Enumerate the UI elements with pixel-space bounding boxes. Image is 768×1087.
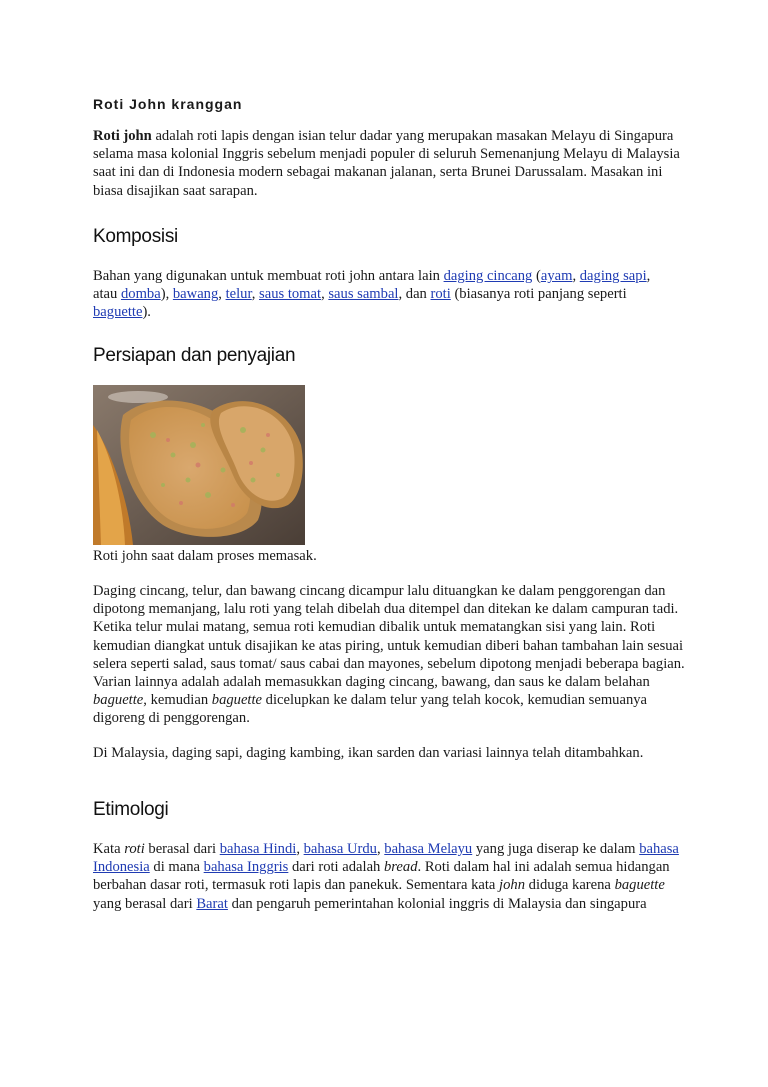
link-ayam[interactable]: ayam	[540, 268, 573, 284]
persiapan-paragraph-2: Di Malaysia, daging sapi, daging kambing, ikan sarden dan variasi lainnya telah ditambahkan.	[93, 745, 644, 761]
intro-paragraph: Roti john adalah roti lapis dengan isian telur dadar yang merupakan masakan Melayu di Singapura selama masa kolonial Inggris sebelum menjadi populer di seluruh Semenanjung Melayu di Malaysia saat ini dan di Indonesia modern sebagai makanan jalanan, serta Brunei Darussalam. Masakan ini biasa disajikan saat sarapan.	[93, 128, 680, 199]
heading-persiapan: Persiapan dan penyajian	[93, 345, 296, 366]
link-bahasa-urdu[interactable]: bahasa Urdu	[303, 841, 377, 857]
link-barat[interactable]: Barat	[196, 895, 228, 912]
link-bahasa-melayu[interactable]: bahasa Melayu	[384, 841, 473, 857]
etimologi-paragraph: Kata roti berasal dari bahasa Hindi, bahasa Urdu, bahasa Melayu yang juga diserap ke dalam bahasa Indonesia di mana bahasa Inggris dari roti adalah bread. Roti dalam hal ini adalah semua hidangan berbahan dasar roti, termasuk roti lapis dan panekuk. Sementara kata john diduga karena baguette yang berasal dari Barat dan pengaruh pemerintahan kolonial inggris di Malaysia dan singapura	[93, 841, 679, 912]
link-saus-tomat[interactable]: saus tomat	[259, 286, 322, 303]
link-daging-sapi[interactable]: daging sapi	[579, 268, 647, 284]
link-baguette[interactable]: baguette	[93, 304, 143, 321]
intro-term: Roti john	[93, 128, 152, 144]
document-title: Roti John kranggan	[93, 96, 243, 112]
roti-john-photo	[93, 385, 305, 545]
link-roti[interactable]: roti	[430, 286, 451, 303]
heading-etimologi: Etimologi	[93, 799, 169, 820]
link-bahasa-inggris[interactable]: bahasa Inggris	[203, 859, 289, 876]
komposisi-paragraph: Bahan yang digunakan untuk membuat roti john antara lain daging cincang (ayam, daging sapi, atau domba), bawang, telur, saus tomat, saus sambal, dan roti (biasanya roti panjang seperti baguette).	[93, 268, 651, 321]
photo-caption: Roti john saat dalam proses memasak.	[93, 548, 317, 564]
persiapan-paragraph-1: Daging cincang, telur, dan bawang cincang dicampur lalu dituangkan ke dalam penggorengan dan dipotong memanjang, lalu roti yang telah dibelah dua ditempel dan ditekan ke dalam campuran tadi. Ketika telur mulai matang, semua roti kemudian dibalik untuk mematangkan sisi yang lain. Roti kemudian diangkat untuk disajikan ke atas piring, untuk kemudian diberi bahan tambahan lain sesuai selera seperti salad, saus tomat/ saus cabai dan mayones, sebelum dipotong menjadi beberapa bagian. Varian lainnya adalah adalah memasukkan daging cincang, bawang, dan saus ke dalam belahan baguette, kemudian baguette dicelupkan ke dalam telur yang telah kocok, kemudian semuanya digoreng di penggorengan.	[93, 583, 685, 727]
link-domba[interactable]: domba	[120, 286, 161, 303]
link-daging-cincang[interactable]: daging cincang	[443, 268, 533, 284]
link-bahasa-indonesia[interactable]: bahasa Indonesia	[93, 841, 679, 876]
heading-komposisi: Komposisi	[93, 226, 178, 247]
link-saus-sambal[interactable]: saus sambal	[328, 286, 399, 303]
link-telur[interactable]: telur	[225, 286, 252, 303]
link-bawang[interactable]: bawang	[172, 286, 219, 303]
link-bahasa-hindi[interactable]: bahasa Hindi	[219, 841, 297, 857]
